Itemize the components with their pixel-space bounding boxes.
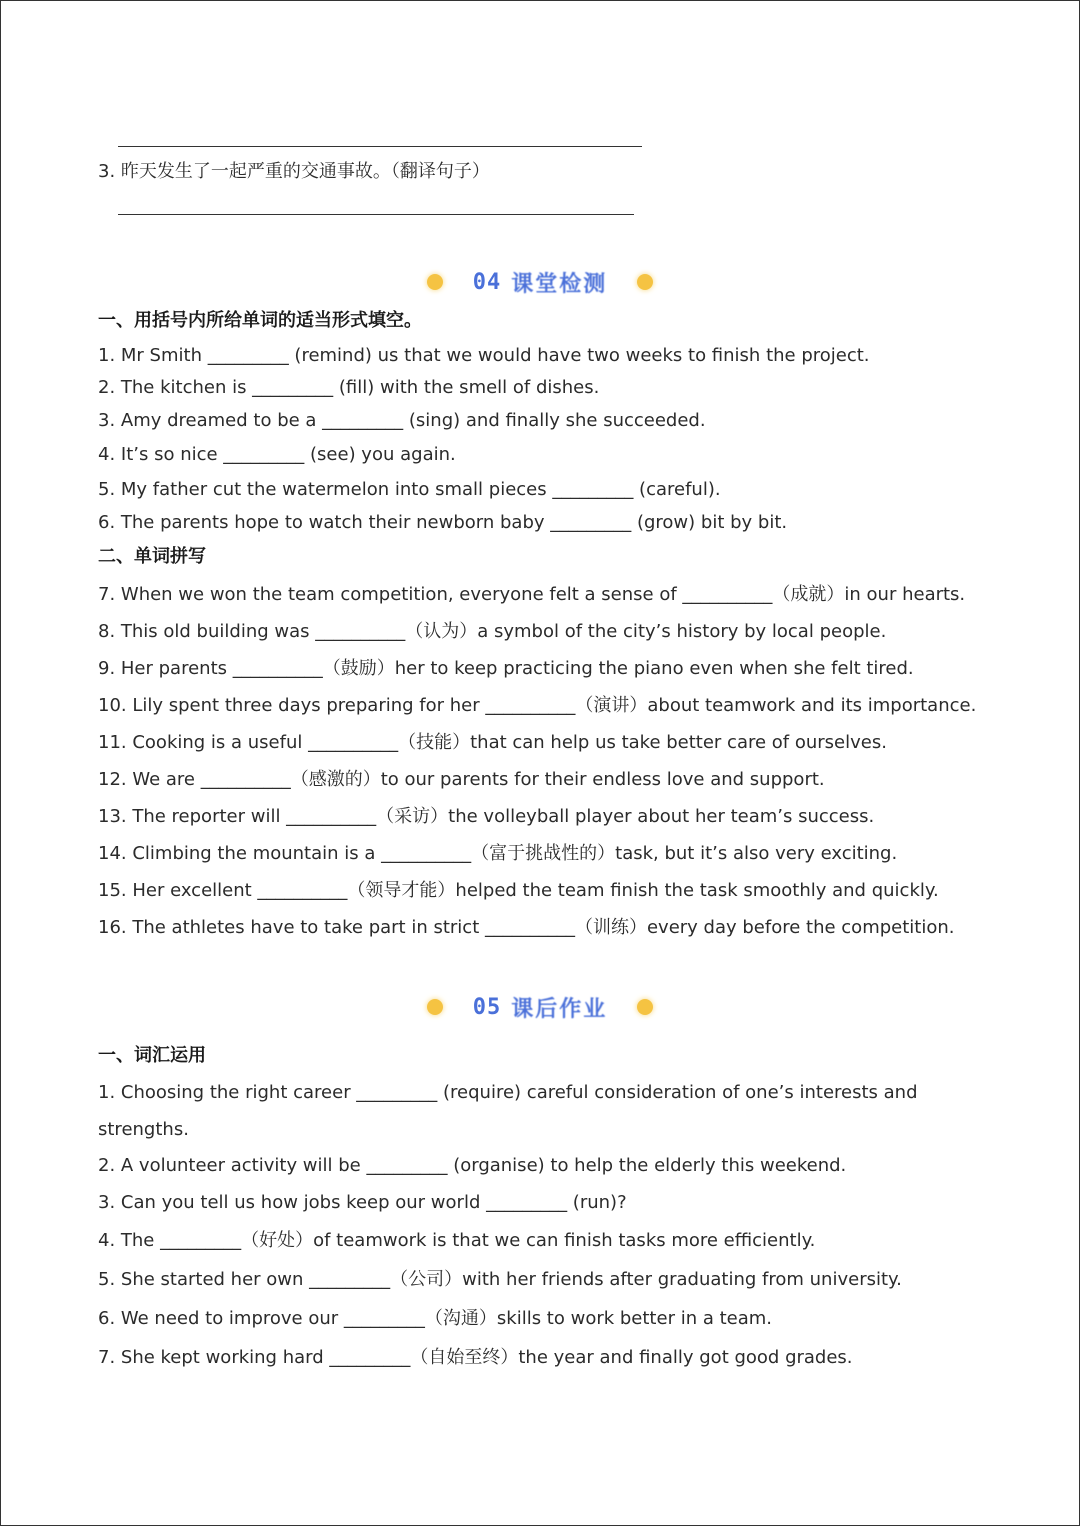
exercise-item: 3. Can you tell us how jobs keep our world _________ (run)?	[98, 1192, 627, 1213]
exercise-item: 4. It’s so nice _________ (see) you again.	[98, 444, 456, 465]
exercise-item: 14. Climbing the mountain is a __________（富于挑战性的）task, but it’s also very exciting.	[98, 843, 898, 864]
banner-title: 课堂检测	[511, 271, 608, 297]
exercise-item: 8. This old building was __________（认为）a symbol of the city’s history by local people.	[98, 621, 887, 642]
exercise-item: 4. The _________（好处）of teamwork is that we can finish tasks more efficiently.	[98, 1230, 816, 1251]
section-heading: 一、词汇运用	[98, 1045, 206, 1066]
dot-icon	[427, 274, 443, 290]
exercise-item: 5. My father cut the watermelon into small pieces _________ (careful).	[98, 479, 721, 500]
exercise-item: 7. When we won the team competition, everyone felt a sense of __________（成就）in our hearts.	[98, 584, 966, 605]
exercise-item: 16. The athletes have to take part in strict __________（训练）every day before the competition.	[98, 917, 955, 938]
exercise-item: 5. She started her own _________（公司）with her friends after graduating from university.	[98, 1269, 902, 1290]
exercise-item: 6. The parents hope to watch their newborn baby _________ (grow) bit by bit.	[98, 512, 788, 533]
dot-icon	[637, 999, 653, 1015]
exercise-item: 2. A volunteer activity will be _________ (organise) to help the elderly this weekend.	[98, 1155, 847, 1176]
exercise-item: 9. Her parents __________（鼓励）her to keep practicing the piano even when she felt tired.	[98, 658, 914, 679]
exercise-item: 1. Choosing the right career _________ (require) careful consideration of one’s interests and	[98, 1082, 918, 1103]
banner-number: 05	[472, 994, 502, 1020]
section-banner-04	[0, 262, 1080, 302]
exercise-item-continuation: strengths.	[98, 1119, 189, 1140]
answer-line[interactable]	[118, 214, 634, 215]
exercise-item: 13. The reporter will __________（采访）the volleyball player about her team’s success.	[98, 806, 875, 827]
banner-title: 课后作业	[511, 996, 608, 1022]
exercise-item: 11. Cooking is a useful __________（技能）that can help us take better care of ourselves.	[98, 732, 887, 753]
exercise-item: 15. Her excellent __________（领导才能）helped the team finish the task smoothly and quickly.	[98, 880, 939, 901]
dot-icon	[637, 274, 653, 290]
exercise-item: 10. Lily spent three days preparing for her __________（演讲）about teamwork and its importance.	[98, 695, 977, 716]
exercise-item: 6. We need to improve our _________（沟通）skills to work better in a team.	[98, 1308, 772, 1329]
exercise-item: 1. Mr Smith _________ (remind) us that we would have two weeks to finish the project.	[98, 345, 870, 366]
translation-question: 3. 昨天发生了一起严重的交通事故。（翻译句子）	[98, 161, 490, 182]
section-heading: 二、单词拼写	[98, 546, 206, 567]
section-banner-05	[0, 987, 1080, 1027]
dot-icon	[427, 999, 443, 1015]
exercise-item: 7. She kept working hard _________（自始至终）the year and finally got good grades.	[98, 1347, 853, 1368]
section-heading: 一、用括号内所给单词的适当形式填空。	[98, 310, 422, 331]
banner-number: 04	[472, 269, 502, 295]
exercise-item: 3. Amy dreamed to be a _________ (sing) and finally she succeeded.	[98, 410, 706, 431]
exercise-item: 2. The kitchen is _________ (fill) with the smell of dishes.	[98, 377, 600, 398]
exercise-item: 12. We are __________（感激的）to our parents for their endless love and support.	[98, 769, 825, 790]
answer-line[interactable]	[118, 146, 642, 147]
